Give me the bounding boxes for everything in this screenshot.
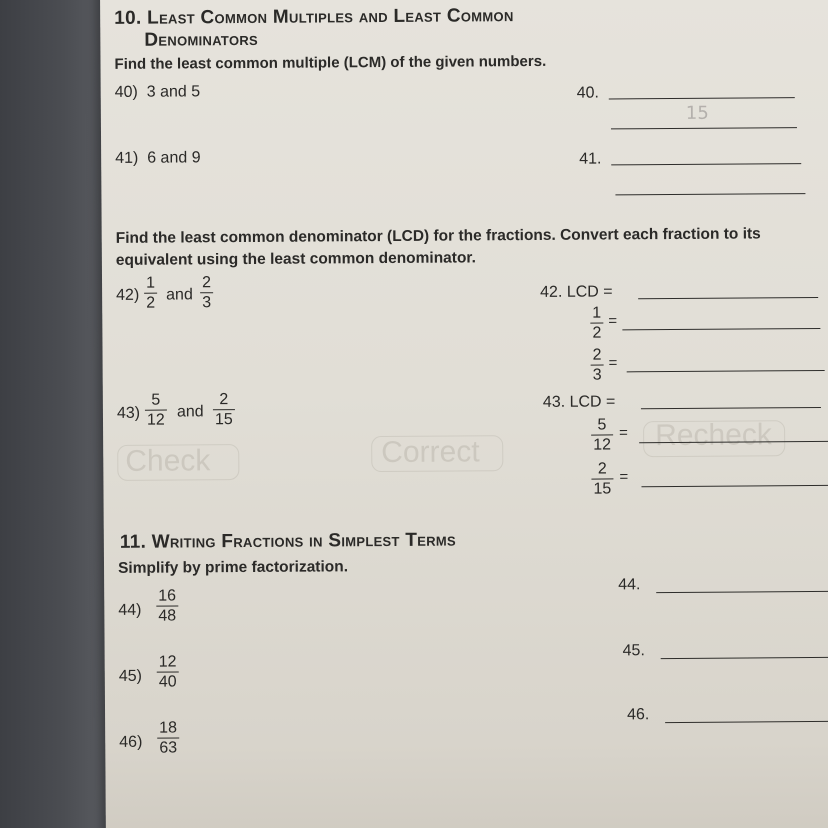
section-10-number: 10. [114,7,142,29]
problem-43-fraction-b: 2 15 [213,391,235,428]
ghost-check-text: Check [125,444,211,478]
problem-43-label: 43) [116,404,141,422]
answer-41-line[interactable] [611,163,801,165]
answer-42-eq-1: = [608,312,618,330]
answer-46-line[interactable] [665,721,828,723]
problem-40-text: 3 and 5 [146,83,201,101]
answer-43-lcd-label: 43. LCD = [542,393,616,411]
problem-42-label: 42) [116,286,140,304]
section-10-title-line1 [114,5,514,30]
problem-42-fraction-b: 2 3 [201,274,212,312]
answer-43-fraction-2: 2 15 [591,460,613,497]
problem-43-fraction-a: 5 12 [145,392,167,429]
section-10-title-line2: Denominators [144,28,259,51]
lcd-instruction-line1: Find the least common denominator (LCD) for the fractions. Convert each fraction to its [115,225,761,247]
binder-edge [0,0,106,828]
answer-46-label: 46. [627,706,650,724]
section-11-title [120,530,456,554]
answer-42-eq-2: = [608,354,618,372]
answer-43-eq-1: = [619,424,628,442]
problem-46-fraction: 18 63 [159,719,178,757]
worksheet-page [100,0,828,828]
answer-45-line[interactable] [661,657,828,659]
answer-40-line[interactable] [609,97,795,99]
answer-42-lcd-label: 42. LCD = [540,283,613,301]
section-11-title-text: Writing Fractions in Simplest Terms [151,529,457,553]
problem-42-and: and [166,286,193,304]
lcm-instruction: Find the least common multiple (LCM) of the given numbers. [114,52,547,73]
answer-40-label: 40. [576,84,600,102]
answer-43-fraction-2-line[interactable] [641,485,828,487]
lcd-instruction-line2: equivalent using the least common denominator. [115,249,476,269]
handwritten-answer-40: 15 [685,102,709,124]
answer-43-eq-2: = [619,468,629,486]
problem-43-and: and [176,403,204,421]
problem-44-label: 44) [118,601,142,619]
answer-42-fraction-1-line[interactable] [622,328,820,330]
answer-41-work-line[interactable] [615,193,805,195]
problem-45-fraction: 12 40 [158,653,177,691]
problem-44-fraction: 16 48 [158,587,177,625]
answer-42-fraction-1: 1 2 [592,304,602,342]
problem-41-text: 6 and 9 [147,149,201,167]
answer-45-label: 45. [622,642,645,660]
problem-42-fraction-a: 1 2 [145,274,156,312]
answer-40-work-line[interactable] [611,127,797,129]
answer-44-label: 44. [618,576,641,594]
answer-41-label: 41. [579,150,602,168]
problem-40-label: 40) [114,83,138,101]
section-10-title-text: Least Common Multiples and Least Common [147,5,514,29]
answer-42-lcd-line[interactable] [638,297,818,299]
answer-43-lcd-line[interactable] [641,407,821,409]
ghost-correct-text: Correct [381,435,480,470]
ghost-recheck-text: Recheck [655,418,772,453]
problem-45-label: 45) [118,667,142,685]
problem-41-label: 41) [115,149,139,167]
answer-43-fraction-1: 5 12 [591,416,613,453]
section-11-instruction: Simplify by prime factorization. [117,558,349,577]
answer-42-fraction-2: 2 3 [592,346,602,384]
problem-46-label: 46) [119,733,143,751]
section-11-number: 11. [119,531,147,553]
answer-42-fraction-2-line[interactable] [627,370,825,372]
answer-44-line[interactable] [656,591,828,593]
